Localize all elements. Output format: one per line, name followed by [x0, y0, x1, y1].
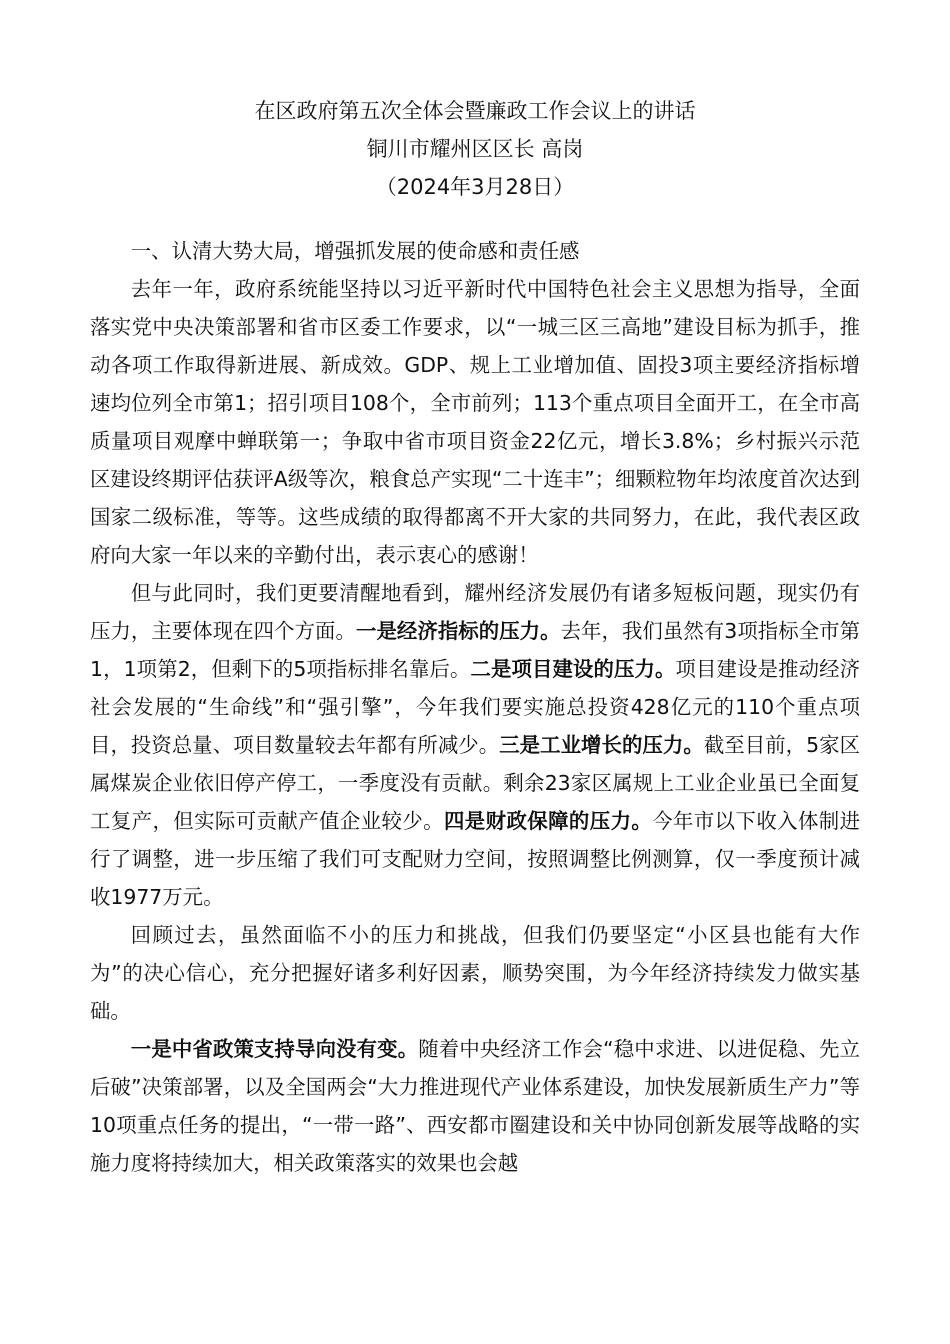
document-page: [90, 92, 860, 1182]
paragraph-review: 回顾过去，虽然面临不小的压力和挑战，但我们仍要坚定“小区县也能有大作为”的决心信心，充分把握好诸多利好因素，顺势突围，为今年经济持续发力做实基础。: [90, 923, 860, 1023]
policy-heading: 一是中省政策支持导向没有变。: [130, 1037, 419, 1061]
section-heading: 一、认清大势大局，增强抓发展的使命感和责任感: [130, 239, 580, 263]
policy-text: 随着中央经济工作会“稳中求进、以进促稳、先立后破”决策部署，以及全国两会“大力推进现代产业体系建设，加快发展新质生产力”等10项重点任务的提出，“一带一路”、西安都市圈建设和关中协同创新发展等战略的实施力度将持续加大，相关政策落实的效果也会越: [90, 1037, 861, 1175]
paragraph-achievements: 去年一年，政府系统能坚持以习近平新时代中国特色社会主义思想为指导，全面落实党中央决策部署和省市区委工作要求，以“一城三区三高地”建设目标为抓手，推动各项工作取得新进展、新成效。GDP、规上工业增加值、固投3项主要经济指标增速均位列全市第1；招引项目108个，全市前列；113个重点项目全面开工，在全市高质量项目观摩中蝉联第一；争取中省市项目资金22亿元，增长3.8%；乡村振兴示范区建设终期评估获评A级等次，粮食总产实现“二十连丰”；细颗粒物年均浓度首次达到国家二级标准，等等。这些成绩的取得都离不开大家的共同努力，在此，我代表区政府向大家一年以来的辛勤付出，表示衷心的感谢！: [90, 277, 860, 567]
pressure-4-heading: 四是财政保障的压力。: [443, 809, 653, 833]
document-header: [90, 92, 860, 206]
pressure-4-text: 今年市以下收入体制进行了调整，进一步压缩了我们可支配财力空间，按照调整比例测算，仅一季度预计减收1977万元。: [90, 809, 861, 909]
paragraph-policy: [90, 1030, 860, 1182]
pressure-1-heading: 一是经济指标的压力。: [355, 619, 561, 643]
speech-title: 在区政府第五次全体会暨廉政工作会议上的讲话: [254, 99, 696, 123]
speaker-line: 铜川市耀州区区长 高岗: [366, 137, 584, 161]
pressure-3-text: 截至目前，5家区属煤炭企业依旧停产停工，一季度没有贡献。剩余23家区属规上工业企业虽已全面复工复产，但实际可贡献产值企业较少。: [90, 733, 861, 833]
pressure-1-text: 去年，我们虽然有3项指标全市第1，1项第2，但剩下的5项指标排名靠后。: [90, 619, 861, 681]
pressure-3-heading: 三是工业增长的压力。: [499, 733, 704, 757]
pressure-2-text: 项目建设是推动经济社会发展的“生命线”和“强引擎”，今年我们要实施总投资428亿元的110个重点项目，投资总量、项目数量较去年都有所减少。: [90, 657, 860, 757]
speech-date: （2024年3月28日）: [375, 175, 575, 199]
pressures-intro: 但与此同时，我们更要清醒地看到，耀州经济发展仍有诸多短板问题，现实仍有压力，主要体现在四个方面。: [90, 581, 860, 643]
paragraph-pressures: [90, 574, 860, 916]
pressure-2-heading: 二是项目建设的压力。: [470, 657, 676, 681]
